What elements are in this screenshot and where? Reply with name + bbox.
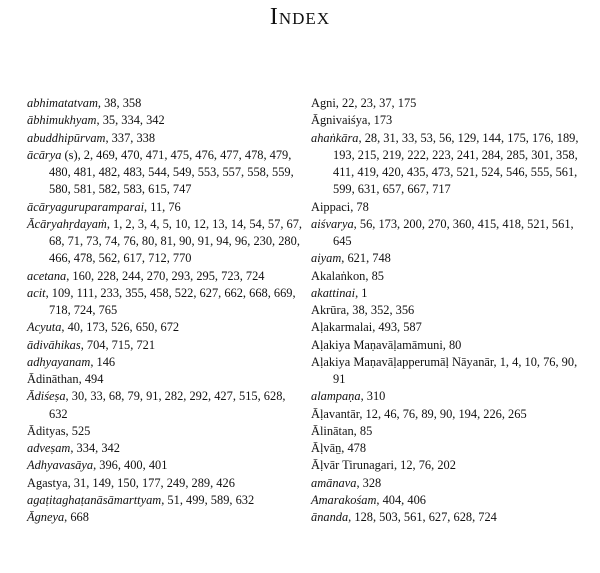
index-page-refs: , 146: [90, 354, 116, 369]
index-entry: [27, 285, 307, 320]
index-page-refs: , 11, 76: [144, 199, 181, 214]
index-term: Aippaci: [311, 199, 351, 214]
index-page-refs: , 85: [365, 268, 384, 283]
index-term: Āgneya: [27, 510, 65, 524]
index-entry: [311, 130, 591, 199]
index-entry: [27, 319, 307, 336]
index-page-refs: (s), 2, 469, 470, 471, 475, 476, 477, 478, 479, 480, 481, 482, 483, 544, 549, 553, 557, 558, 559, 580, 581, 582, 583, 615, 747: [49, 147, 294, 197]
index-page-refs: , 621, 748: [341, 251, 391, 266]
index-page-refs: , 704, 715, 721: [80, 337, 156, 352]
index-page-refs: , 22, 23, 37, 175: [335, 96, 417, 110]
index-entry: [311, 112, 591, 129]
index-page-refs: , 493, 587: [372, 320, 422, 335]
index-page-refs: , 1, 2, 3, 4, 5, 10, 12, 13, 14, 54, 57, 67, 68, 71, 73, 74, 76, 80, 81, 90, 91, 94, 96, 230, 280, 466, 478, 562, 617, 712, 770: [49, 216, 302, 266]
index-entry: [311, 388, 591, 405]
index-term: Ādityas: [27, 423, 66, 438]
index-page-refs: , 12, 46, 76, 89, 90, 194, 226, 265: [359, 406, 527, 421]
index-entry: [27, 423, 307, 440]
index-term: Ādināthan: [27, 372, 79, 386]
index-entry: [311, 302, 591, 319]
index-term: alampaṇa: [311, 389, 361, 404]
index-entry: [27, 216, 307, 268]
index-term: Akalaṅkon: [311, 268, 366, 283]
index-term: Akrūra: [311, 303, 347, 317]
index-entry: [27, 492, 307, 509]
index-page-refs: , 56, 173, 200, 270, 360, 415, 418, 521, 561, 645: [333, 216, 574, 248]
index-page-refs: , 396, 400, 401: [93, 458, 168, 473]
index-page-refs: , 51, 499, 589, 632: [161, 492, 255, 507]
index-entry: [311, 95, 591, 112]
index-term: ābhimukhyam: [27, 113, 97, 128]
index-page-refs: , 80: [442, 337, 462, 352]
index-term: ahaṅkāra: [311, 130, 359, 145]
index-page-refs: , 337, 338: [105, 130, 156, 145]
index-page-refs: , 128, 503, 561, 627, 628, 724: [348, 510, 497, 524]
index-entry: [311, 492, 591, 509]
index-term: Ālinātan: [311, 423, 354, 438]
index-term: amānava: [311, 475, 357, 490]
index-entry: [27, 509, 307, 526]
index-entry: [27, 268, 307, 285]
index-page-refs: , 30, 33, 68, 79, 91, 282, 292, 427, 515, 628, 632: [49, 389, 286, 421]
index-term: abhimatatvam: [27, 96, 98, 110]
index-entry: [311, 457, 591, 474]
index-entry: [311, 268, 591, 285]
index-page-refs: , 478: [341, 441, 367, 455]
index-column-left: [27, 95, 307, 526]
index-entry: [27, 199, 307, 216]
index-term: adveṣam: [27, 441, 71, 455]
index-page-refs: , 38, 352, 356: [346, 303, 415, 317]
index-page-refs: , 28, 31, 33, 53, 56, 129, 144, 175, 176, 189, 193, 215, 219, 222, 223, 241, 284, 285, 301, 358, 411, 419, 420, 435, 473, 521, 524, 546, 555, 561, 599, 631, 657, 667, 717: [333, 130, 579, 197]
page-title: Index: [269, 4, 331, 30]
index-term: akattinai: [311, 285, 356, 300]
index-term: Ācāryahṛdayaṁ: [27, 216, 107, 231]
index-page-refs: , 668: [64, 510, 89, 524]
index-page-refs: , 310: [360, 389, 386, 404]
index-page-refs: , 109, 111, 233, 355, 458, 522, 627, 662, 668, 669, 718, 724, 765: [45, 285, 296, 317]
index-entry: [311, 250, 591, 267]
index-entry: [311, 199, 591, 216]
index-term: aiyam: [311, 251, 342, 266]
index-entry: [311, 406, 591, 423]
index-page-refs: , 525: [65, 423, 91, 438]
index-term: ācārya: [27, 147, 62, 162]
index-term: acetana: [27, 268, 67, 283]
index-term: Acyuta: [27, 320, 62, 335]
index-term: ādivāhikas: [27, 337, 81, 352]
index-term: Āḷvār Tirunagari: [311, 458, 394, 473]
index-term: abuddhipūrvam: [27, 130, 106, 145]
index-entry: [27, 130, 307, 147]
index-page-refs: , 328: [356, 475, 382, 490]
index-term: ānanda: [311, 510, 349, 524]
index-entry: [27, 475, 307, 492]
index-term: agaṭitaghaṭanāsāmarttyam: [27, 492, 162, 507]
index-term: aiśvarya: [311, 216, 354, 231]
index-page-refs: , 494: [78, 372, 104, 386]
index-entry: [27, 371, 307, 388]
index-entry: [27, 440, 307, 457]
index-page-refs: , 173: [367, 113, 393, 128]
index-term: adhyayanam: [27, 354, 91, 369]
index-term: Aḷakarmalai: [311, 320, 373, 335]
index-entry: [27, 337, 307, 354]
index-page-refs: , 31, 149, 150, 177, 249, 289, 426: [67, 475, 235, 490]
index-term: Agastya: [27, 475, 68, 490]
index-page-refs: , 12, 76, 202: [393, 458, 456, 473]
index-entry: [27, 147, 307, 199]
index-page-refs: , 160, 228, 244, 270, 293, 295, 723, 724: [66, 268, 265, 283]
index-entry: [27, 457, 307, 474]
index-entry: [311, 285, 591, 302]
index-term: Āḷvāṉ: [311, 441, 342, 455]
index-page-refs: , 85: [353, 423, 373, 438]
index-term: ācāryaguruparamparai: [27, 199, 145, 214]
index-page-refs: , 1: [355, 285, 368, 300]
index-entry: [27, 95, 307, 112]
index-page-refs: , 35, 334, 342: [96, 113, 165, 128]
index-entry: [311, 337, 591, 354]
index-entry: [311, 354, 591, 389]
index-entry: [311, 319, 591, 336]
index-entry: [311, 509, 591, 526]
index-entry: [27, 388, 307, 423]
index-term: Ādiśeṣa: [27, 389, 66, 404]
index-term: Āgnivaiśya: [311, 113, 368, 128]
index-term: Agni: [311, 96, 336, 110]
index-page-refs: , 78: [350, 199, 369, 214]
index-entry: [311, 440, 591, 457]
index-entry: [27, 354, 307, 371]
index-term: Amarakośam: [311, 492, 377, 507]
index-term: Āḷavantār: [311, 406, 360, 421]
index-page-refs: , 404, 406: [376, 492, 426, 507]
index-page-refs: , 1, 4, 10, 76, 90, 91: [333, 354, 578, 386]
index-term: Adhyavasāya: [27, 458, 94, 473]
index-page-refs: , 38, 358: [97, 96, 142, 110]
index-page-refs: , 40, 173, 526, 650, 672: [61, 320, 180, 335]
index-term: Aḷakiya Maṇavāḷamāmuni: [311, 337, 443, 352]
index-entry: [311, 216, 591, 251]
index-page-refs: , 334, 342: [70, 441, 120, 455]
index-entry: [311, 423, 591, 440]
index-entry: [311, 475, 591, 492]
index-term: acit: [27, 285, 46, 300]
index-term: Aḷakiya Maṇavāḷapperumāḷ Nāyanār: [311, 354, 494, 369]
index-entry: [27, 112, 307, 129]
index-column-right: [311, 95, 591, 526]
